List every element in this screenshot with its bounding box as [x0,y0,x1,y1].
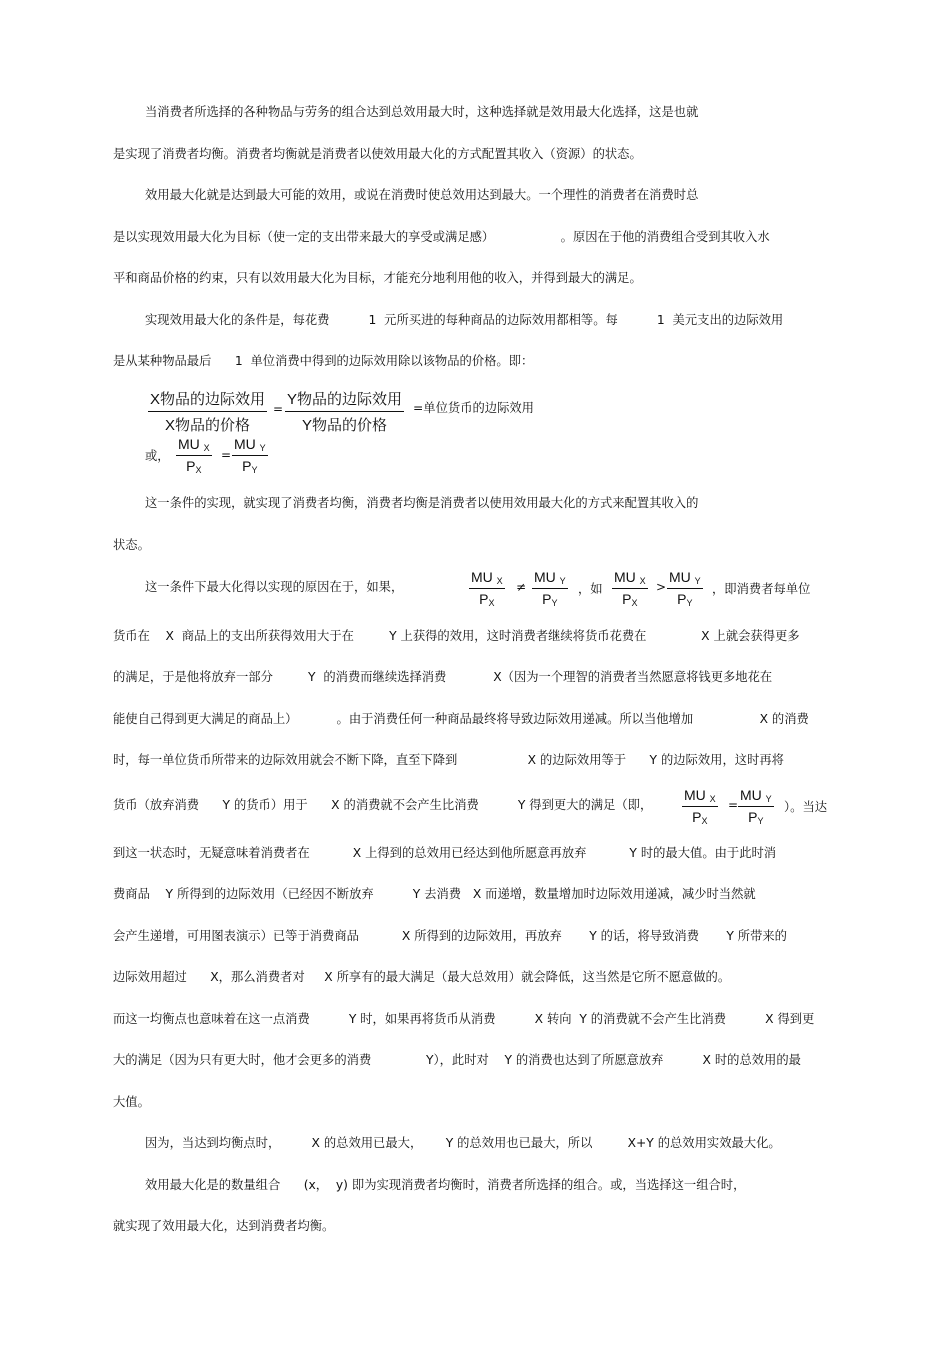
text-line: 因为，当达到均衡点时， X 的总效用已最大， Y 的总效用也已最大，所以 X+Y 的总效用实效最大化。 [145,1136,781,1150]
formula-x-fraction [148,388,267,435]
text-line: 效用最大化就是达到最大可能的效用，或说在消费时使总效用达到最大。一个理性的消费者在消费时总 [145,188,699,202]
text-line: 到这一状态时，无疑意味着消费者在 X 上得到的总效用已经达到他所愿意再放弃 Y 时的最大值。由于此时消 [113,846,777,860]
text-inline: ）。当达 [784,800,828,814]
mu-y-over-py: MU $_Y$ $P_Y$ [534,569,566,608]
text-line: 而这一均衡点也意味着在这一点消费 Y 时，如果再将货币从消费 X 转向 Y 的消费就不会产生比消费 X 得到更 [113,1012,815,1026]
formula-x-numerator: X物品的边际效用 [150,391,266,408]
text-line: 效用最大化是的数量组合 (x， y) 即为实现消费者均衡时，消费者所选择的组合。或，当选择这一组合时， [145,1178,746,1192]
formula-y-denominator: Y物品的价格 [302,417,388,434]
text-line: 货币（放弃消费 Y 的货币）用于 X 的消费就不会产生比消费 Y 得到更大的满足（即， [113,798,653,812]
text-line: 是从某种物品最后 1 单位消费中得到的边际效用除以该物品的价格。即： [113,354,534,368]
text-line: 会产生递增，可用图表演示）已等于消费商品 X 所得到的边际效用，再放弃 Y 的话，将导致消费 Y 所带来的 [113,929,787,943]
formula-y-numerator: Y物品的边际效用 [287,391,403,408]
formula-equals: = [273,402,284,416]
text-line: 实现效用最大化的条件是，每花费 1 元所买进的每种商品的边际效用都相等。每 1 美元支出的边际效用 [145,313,784,327]
text-line: 边际效用超过 X，那么消费者对 X 所享有的最大满足（最大总效用）就会降低，这当然是它所不愿意做的。 [113,970,731,984]
text-inline: ，即消费者每单位 [712,582,811,596]
mu-x-over-px: MU $_X$ $P_X$ [471,569,503,608]
text-line: 是以实现效用最大化为目标（使一定的支出带来最大的享受或满足感） 。原因在于他的消费组合受到其收入水 [113,230,770,244]
text-line: 时，每一单位货币所带来的边际效用就会不断下降，直至下降到 X 的边际效用等于 Y 的边际效用，这时再将 [113,753,784,767]
mu-y-over-py: MU $_Y$ $P_Y$ [669,569,701,608]
text-line: 是实现了消费者均衡。消费者均衡就是消费者以使效用最大化的方式配置其收入（资源）的状态。 [113,147,642,161]
mu-x-over-px: MU $_X$ $P_X$ [684,787,716,826]
mu-x-over-px: MU $_X$ $P_X$ [614,569,646,608]
formula-y-fraction [285,388,404,435]
text-line: 就实现了效用最大化，达到消费者均衡。 [113,1219,335,1233]
formula-or-label: 或， [145,449,170,463]
text-line: 能使自己得到更大满足的商品上） 。由于消费任何一种商品最终将导致边际效用递减。所以当他增加 X 的消费 [113,712,809,726]
text-line: 这一条件下最大化得以实现的原因在于，如果， [145,580,404,594]
mu-x-over-px: MU $_X$ $P_X$ [178,436,210,475]
formula-greater-than: > [656,580,667,594]
text-line: 这一条件的实现，就实现了消费者均衡，消费者均衡是消费者以使用效用最大化的方式来配置其收入的 [145,496,699,510]
formula-x-denominator: X物品的价格 [165,417,251,434]
formula-equals: = [728,798,739,812]
text-line: 费商品 Y 所得到的边际效用（已经因不断放弃 Y 去消费 X 而递增，数量增加时边际效用递减，减少时当然就 [113,887,756,901]
text-line: 货币在 X 商品上的支出所获得效用大于在 Y 上获得的效用，这时消费者继续将货币花费在 X 上就会获得更多 [113,629,800,643]
formula-not-equal: ≠ [516,580,527,594]
mu-y-over-py: MU $_Y$ $P_Y$ [740,787,772,826]
text-line: 大值。 [113,1095,150,1109]
formula-equals: = [221,448,232,462]
formula-rhs: =单位货币的边际效用 [413,401,534,415]
text-line: 大的满足（因为只有更大时，他才会更多的消费 Y），此时对 Y 的消费也达到了所愿意放弃 X 时的总效用的最 [113,1053,801,1067]
mu-y-over-py: MU $_Y$ $P_Y$ [234,436,266,475]
text-line: 的满足，于是他将放弃一部分 Y 的消费而继续选择消费 X（因为一个理智的消费者当然愿意将钱更多地花在 [113,670,773,684]
text-line: 状态。 [113,538,150,552]
text-line: 平和商品价格的约束，只有以效用最大化为目标，才能充分地利用他的收入，并得到最大的满足。 [113,271,642,285]
text-line: 当消费者所选择的各种物品与劳务的组合达到总效用最大时，这种选择就是效用最大化选择，这是也就 [145,105,699,119]
text-inline: ，如 [578,582,603,596]
